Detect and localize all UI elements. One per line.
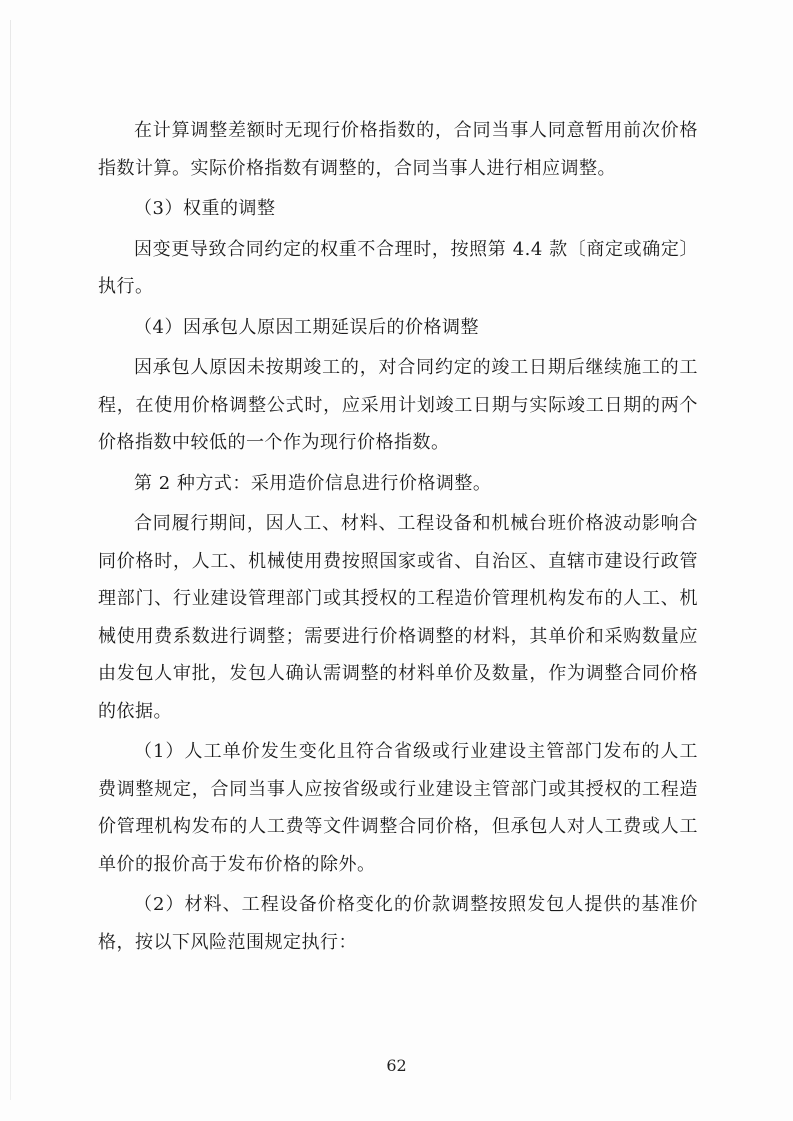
paragraph-weight-adjustment: 因变更导致合同约定的权重不合理时，按照第 4.4 款〔商定或确定〕执行。 [98, 238, 698, 297]
heading-method-2: 第 2 种方式：采用造价信息进行价格调整。 [134, 472, 492, 494]
paragraph-price-index-note: 在计算调整差额时无现行价格指数的，合同当事人同意暂用前次价格指数计算。实际价格指数有调整的，合同当事人进行相应调整。 [98, 120, 698, 179]
heading-delay-price-adjustment: （4）因承包人原因工期延误后的价格调整 [134, 316, 479, 338]
paragraph-material-price: （2）材料、工程设备价格变化的价款调整按照发包人提供的基准价格，按以下风险范围规定执行： [98, 894, 698, 953]
scan-edge-line [10, 20, 11, 1100]
paragraph-method-2: 合同履行期间，因人工、材料、工程设备和机械台班价格波动影响合同价格时，人工、机械使用费按照国家或省、自治区、直辖市建设行政管理部门、行业建设管理部门或其授权的工程造价管理机构发布的人工、机械使用费系数进行调整；需要进行价格调整的材料，其单价和采购数量应由发包人审批，发包人确认需调整的材料单价及数量，作为调整合同价格的依据。 [98, 513, 698, 722]
page-number: 62 [386, 1056, 407, 1075]
heading-weight-adjustment: （3）权重的调整 [134, 198, 276, 219]
paragraph-delay-price-adjustment: 因承包人原因未按期竣工的，对合同约定的竣工日期后继续施工的工程，在使用价格调整公式时，应采用计划竣工日期与实际竣工日期的两个价格指数中较低的一个作为现行价格指数。 [98, 357, 698, 453]
paragraph-labor-price: （1）人工单价发生变化且符合省级或行业建设主管部门发布的人工费调整规定，合同当事人应按省级或行业建设主管部门或其授权的工程造价管理机构发布的人工费等文件调整合同价格，但承包人对人工费或人工单价的报价高于发布价格的除外。 [98, 741, 698, 875]
document-body [98, 112, 698, 961]
